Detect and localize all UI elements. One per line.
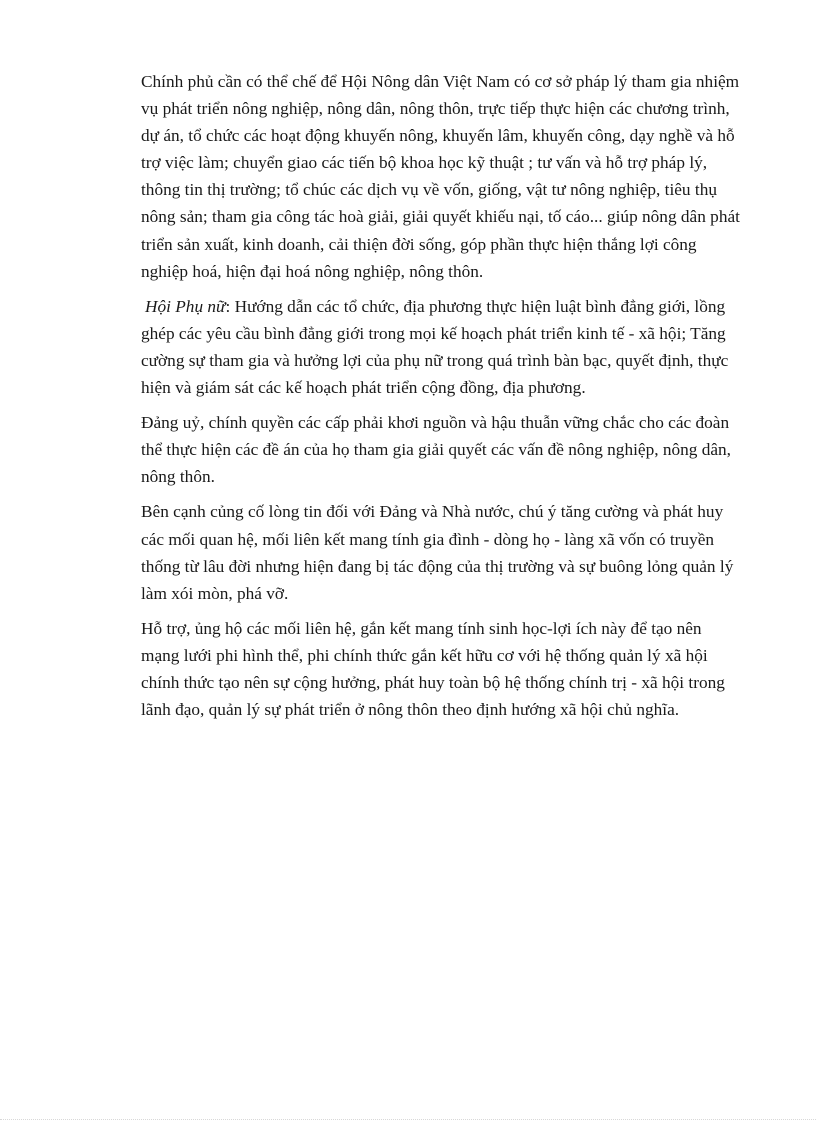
document-body	[141, 68, 741, 731]
paragraph-text: Đảng uỷ, chính quyền các cấp phải khơi nguồn và hậu thuẫn vững chắc cho các đoàn thể thực hiện các đề án của họ tham gia giải quyết các vấn đề nông nghiệp, nông dân, nông thôn.	[141, 413, 732, 487]
paragraph-text: : Hướng dẫn các tổ chức, địa phương thực hiện luật bình đẳng giới, lồng ghép các yêu cầu bình đẳng giới trong mọi kế hoạch phát triển kinh tế - xã hội; Tăng cường sự tham gia và hưởng lợi của phụ nữ trong quá trình bàn bạc, quyết định, thực hiện và giám sát các kế hoạch phát triển cộng đồng, địa phương.	[141, 296, 729, 398]
paragraph-trust-relations	[141, 498, 741, 606]
paragraph-label-italic: Hội Phụ nữ	[145, 296, 226, 316]
paragraph-womens-union	[141, 293, 741, 401]
paragraph-text: Hỗ trợ, ủng hộ các mối liên hệ, gắn kết mang tính sinh học-lợi ích này để tạo nên mạng lưới phi hình thể, phi chính thức gắn kết hữu cơ với hệ thống quản lý xã hội chính thức tạo nên sự cộng hưởng, phát huy toàn bộ hệ thống chính trị - xã hội trong lãnh đạo, quản lý sự phát triển ở nông thôn theo định hướng xã hội chủ nghĩa.	[141, 618, 725, 720]
paragraph-farmers-association	[141, 68, 741, 285]
paragraph-party-committee	[141, 409, 741, 490]
page-bottom-divider	[0, 1119, 816, 1120]
paragraph-text: Bên cạnh củng cố lòng tin đối với Đảng và Nhà nước, chú ý tăng cường và phát huy các mối quan hệ, mối liên kết mang tính gia đình - dòng họ - làng xã vốn có truyền thống từ lâu đời nhưng hiện đang bị tác động của thị trường và sự buông lỏng quản lý làm xói mòn, phá vỡ.	[141, 502, 734, 603]
paragraph-text: Chính phủ cần có thể chế để Hội Nông dân Việt Nam có cơ sở pháp lý tham gia nhiệm vụ phát triển nông nghiệp, nông dân, nông thôn, trực tiếp thực hiện các chương trình, dự án, tổ chức các hoạt động khuyến nông, khuyến lâm, khuyến công, dạy nghề và hỗ trợ việc làm; chuyển giao các tiến bộ khoa học kỹ thuật ; tư vấn và hỗ trợ pháp lý, thông tin thị trường; tổ chúc các dịch vụ về vốn, giống, vật tư nông nghiệp, tiêu thụ nông sản; tham gia công tác hoà giải, giải quyết khiếu nại, tố cáo... giúp nông dân phát triển sản xuất, kinh doanh, cải thiện đời sống, góp phần thực hiện thắng lợi công nghiệp hoá, hiện đại hoá nông nghiệp, nông thôn.	[141, 72, 740, 281]
paragraph-support-networks	[141, 615, 741, 723]
